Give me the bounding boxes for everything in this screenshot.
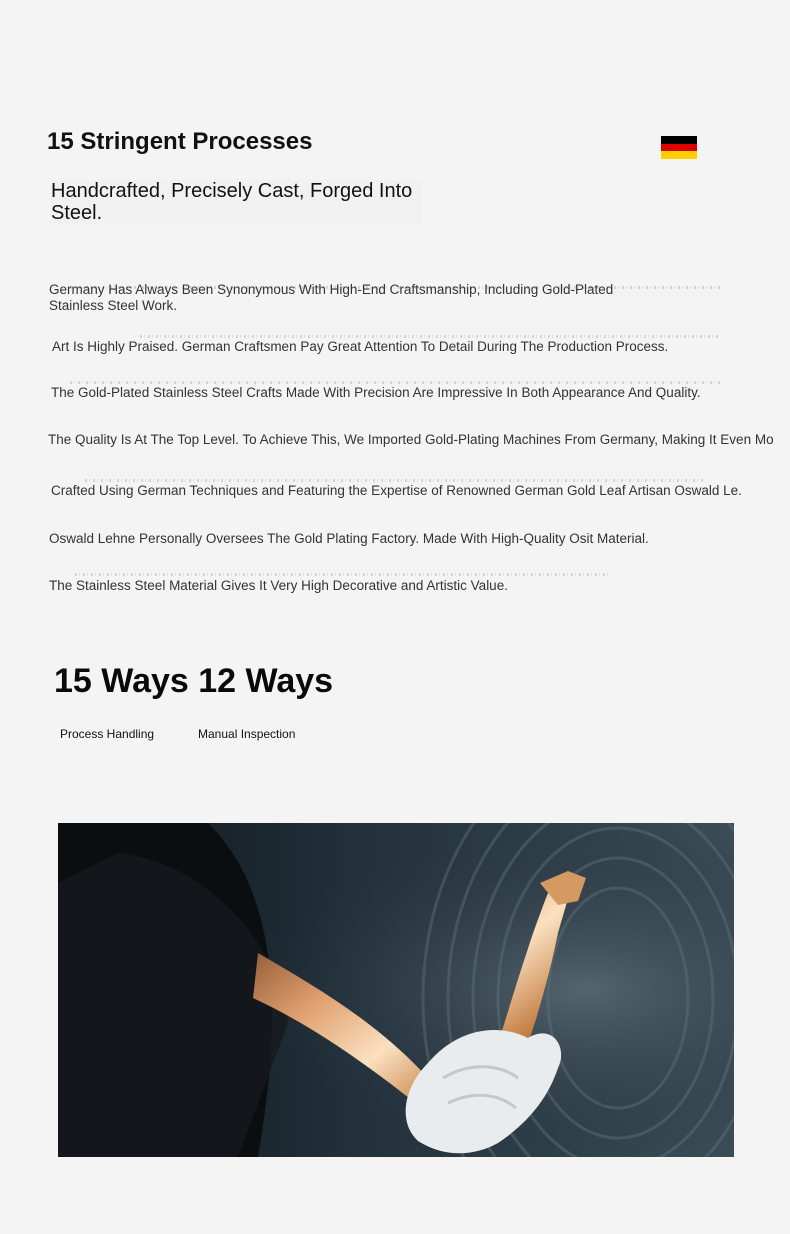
- page-subtitle: Handcrafted, Precisely Cast, Forged Into Steel.: [51, 180, 421, 224]
- decorative-noise: [140, 335, 718, 338]
- craftsman-gold-handle-photo: [58, 823, 734, 1157]
- paragraph-2: Art Is Highly Praised. German Craftsmen Pay Great Attention To Detail During The Production Process.: [52, 339, 669, 354]
- decorative-noise: [75, 573, 610, 576]
- way-label-manual-inspection: Manual Inspection: [198, 727, 296, 741]
- page-title: 15 Stringent Processes: [47, 128, 313, 155]
- paragraph-6: Oswald Lehne Personally Oversees The Gold Plating Factory. Made With High-Quality Osit Material.: [49, 531, 649, 546]
- paragraph-1: Germany Has Always Been Synonymous With High-End Craftsmanship, Including Gold-Plated Stainless Steel Work.: [49, 282, 614, 313]
- decorative-noise: [85, 479, 705, 482]
- decorative-noise: [70, 381, 722, 384]
- ways-heading: 15 Ways 12 Ways: [54, 662, 334, 700]
- paragraph-3: The Gold-Plated Stainless Steel Crafts Made With Precision Are Impressive In Both Appearance And Quality.: [51, 385, 701, 400]
- paragraph-7: The Stainless Steel Material Gives It Very High Decorative and Artistic Value.: [49, 578, 508, 593]
- germany-flag-icon: [661, 136, 697, 159]
- way-label-process-handling: Process Handling: [60, 727, 155, 741]
- paragraph-5: Crafted Using German Techniques and Featuring the Expertise of Renowned German Gold Leaf Artisan Oswald Le.: [51, 483, 742, 498]
- paragraph-4: The Quality Is At The Top Level. To Achieve This, We Imported Gold-Plating Machines From Germany, Making It Even Mo: [48, 432, 774, 447]
